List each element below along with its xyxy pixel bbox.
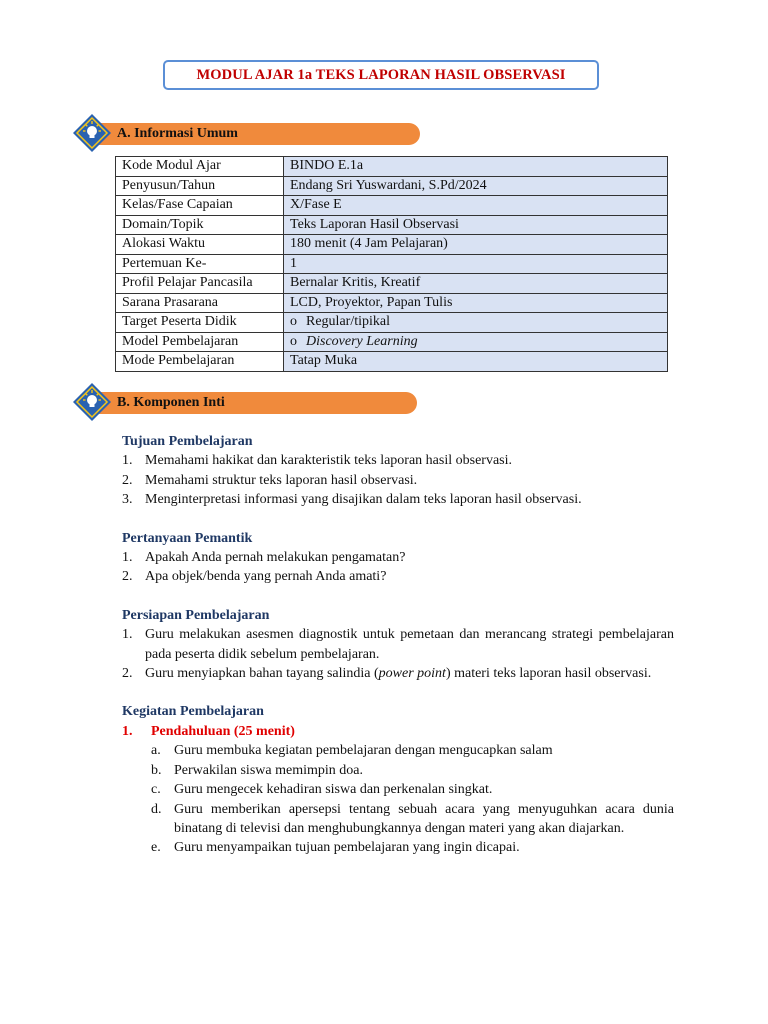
heading-kegiatan: Kegiatan Pembelajaran: [122, 704, 264, 720]
phase-title: Pendahuluan (25 menit): [151, 723, 295, 739]
table-row: [116, 332, 668, 352]
table-row: [116, 196, 668, 216]
list-text: Memahami hakikat dan karakteristik teks laporan hasil observasi.: [145, 453, 513, 469]
heading-persiapan: Persiapan Pembelajaran: [122, 607, 270, 623]
list-item: [151, 800, 674, 839]
table-row: [116, 293, 668, 313]
main-content: [122, 432, 674, 858]
list-text: Apakah Anda pernah melakukan pengamatan?: [145, 550, 406, 566]
table-key: Kode Modul Ajar: [116, 157, 284, 177]
table-row: [116, 274, 668, 294]
list-item: [122, 490, 674, 509]
table-value: [284, 313, 668, 333]
table-row: [116, 313, 668, 333]
table-value: [284, 332, 668, 352]
table-key: Profil Pelajar Pancasila: [116, 274, 284, 294]
bullet-marker: o: [290, 314, 297, 330]
list-letter: e.: [151, 840, 161, 856]
list-text-emphasis: power point: [378, 666, 446, 682]
table-row: [116, 176, 668, 196]
table-value-text: Discovery Learning: [306, 333, 418, 349]
list-item: [151, 780, 674, 799]
table-key: Penyusun/Tahun: [116, 176, 284, 196]
table-key: Model Pembelajaran: [116, 332, 284, 352]
table-value: Tatap Muka: [284, 352, 668, 372]
table-row: [116, 235, 668, 255]
list-number: 2.: [122, 666, 133, 682]
list-letter: c.: [151, 782, 161, 798]
list-number: 2.: [122, 472, 133, 488]
table-value: Bernalar Kritis, Kreatif: [284, 274, 668, 294]
table-value: Teks Laporan Hasil Observasi: [284, 215, 668, 235]
table-value: BINDO E.1a: [284, 157, 668, 177]
table-key: Alokasi Waktu: [116, 235, 284, 255]
info-table: [115, 156, 668, 372]
list-text: Guru melakukan asesmen diagnostik untuk pemetaan dan merancang strategi pembelajaran pada peserta didik sebelum pembelajaran.: [145, 627, 674, 662]
table-key: Target Peserta Didik: [116, 313, 284, 333]
list-item: [122, 451, 674, 470]
phase-number: 1.: [122, 723, 133, 739]
bullet-marker: o: [290, 333, 297, 349]
phase-heading: [122, 722, 674, 741]
list-item: [151, 741, 674, 760]
list-number: 1.: [122, 550, 133, 566]
table-value: 180 menit (4 Jam Pelajaran): [284, 235, 668, 255]
list-number: 2.: [122, 569, 133, 585]
table-value: Endang Sri Yuswardani, S.Pd/2024: [284, 176, 668, 196]
table-row: [116, 352, 668, 372]
heading-tujuan: Tujuan Pembelajaran: [122, 434, 253, 449]
table-value: X/Fase E: [284, 196, 668, 216]
list-item: [122, 548, 674, 567]
table-value-text: Regular/tipikal: [306, 314, 390, 330]
list-number: 3.: [122, 492, 133, 508]
list-text-part: ) materi teks laporan hasil observasi.: [445, 666, 652, 682]
list-item: [122, 471, 674, 490]
table-value: LCD, Proyektor, Papan Tulis: [284, 293, 668, 313]
table-key: Pertemuan Ke-: [116, 254, 284, 274]
list-item: [122, 664, 674, 683]
list-text: [145, 664, 674, 683]
list-text: Perwakilan siswa memimpin doa.: [174, 762, 363, 778]
table-key: Sarana Prasarana: [116, 293, 284, 313]
list-text: Guru menyampaikan tujuan pembelajaran yang ingin dicapai.: [174, 840, 520, 856]
document-title: MODUL AJAR 1a TEKS LAPORAN HASIL OBSERVASI: [163, 60, 599, 90]
table-key: Domain/Topik: [116, 215, 284, 235]
table-row: [116, 215, 668, 235]
list-item: [122, 625, 674, 664]
section-b-header: [72, 382, 432, 422]
table-key: Mode Pembelajaran: [116, 352, 284, 372]
list-letter: b.: [151, 762, 162, 778]
list-text: Guru mengecek kehadiran siswa dan perkenalan singkat.: [174, 782, 493, 798]
list-letter: d.: [151, 801, 162, 817]
list-text: Guru membuka kegiatan pembelajaran dengan mengucapkan salam: [174, 743, 553, 759]
heading-pemantik: Pertanyaan Pemantik: [122, 530, 253, 546]
lightbulb-icon: [72, 382, 112, 422]
table-row: [116, 157, 668, 177]
table-key: Kelas/Fase Capaian: [116, 196, 284, 216]
list-text: Guru memberikan apersepsi tentang sebuah acara yang menyuguhkan acara dunia binatang di televisi dan menghubungkannya dengan materi yang akan diajarkan.: [174, 801, 674, 836]
list-number: 1.: [122, 453, 133, 469]
list-item: [151, 838, 674, 857]
table-value: 1: [284, 254, 668, 274]
table-row: [116, 254, 668, 274]
list-letter: a.: [151, 743, 161, 759]
list-text-part: Guru menyiapkan bahan tayang salindia (: [145, 666, 379, 682]
section-b-label: B. Komponen Inti: [117, 395, 225, 410]
list-item: [122, 567, 674, 586]
list-text: Memahami struktur teks laporan hasil observasi.: [145, 472, 418, 488]
list-text: Apa objek/benda yang pernah Anda amati?: [145, 569, 387, 585]
section-a-header: [72, 113, 432, 153]
lightbulb-icon: [72, 113, 112, 153]
section-a-label: A. Informasi Umum: [117, 126, 238, 141]
list-item: [151, 761, 674, 780]
list-number: 1.: [122, 627, 133, 643]
list-text: Menginterpretasi informasi yang disajikan dalam teks laporan hasil observasi.: [145, 492, 582, 508]
